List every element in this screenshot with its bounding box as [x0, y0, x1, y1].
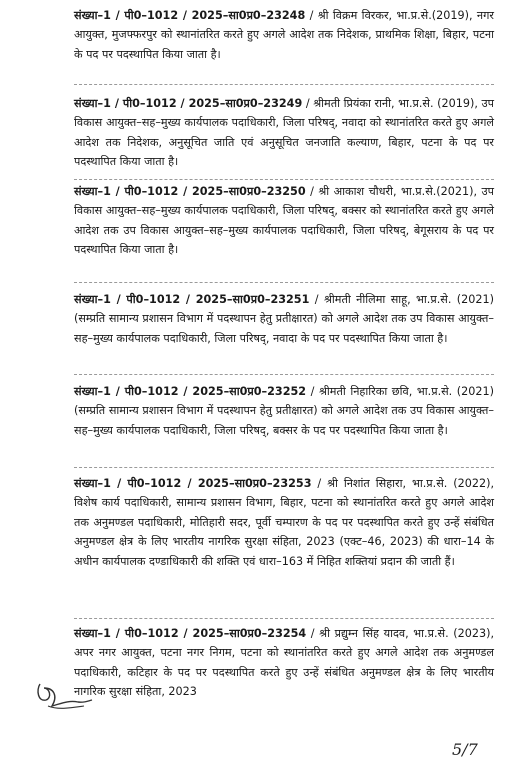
- order-text: / श्रीमती प्रियंका रानी, भा.प्र.से. (2019), उप विकास आयुक्त–सह–मुख्य कार्यपालक पदाधिकारी, जिला परिषद्, नवादा को स्थानांतरित करते हुए अगले आदेश तक निदेशक, अनुसूचित जाति एवं अनुसूचित जनजाति कल्याण, बिहार, पटना के पद पर पदस्थापित किया जाता है।: [74, 97, 494, 169]
- order-text: / श्री प्रद्युम्न सिंह यादव, भा.प्र.से. (2023), अपर नगर आयुक्त, पटना नगर निगम, पटना को स्थानांतरित करते हुए अगले आदेश तक अनुमण्डल पदाधिकारी, कटिहार के पद पर पदस्थापित करते हुए उन्हें संबंधित अनुमण्डल क्षेत्र के लिए भारतीय नागरिक सुरक्षा संहिता, 2023: [74, 627, 494, 699]
- order-text: / श्रीमती निहारिका छवि, भा.प्र.से. (2021) (सम्प्रति सामान्य प्रशासन विभाग में पदस्थापन हेतु प्रतीक्षारत) को अगले आदेश तक उप विकास आयुक्त–सह–मुख्य कार्यपालक पदाधिकारी, जिला परिषद्, बक्सर के पद पर पदस्थापित किया जाता है।: [74, 385, 495, 437]
- order-text: / श्री निशांत सिहारा, भा.प्र.से. (2022), विशेष कार्य पदाधिकारी, सामान्य प्रशासन विभाग, बिहार, पटना को स्थानांतरित करते हुए अगले आदेश तक अनुमण्डल पदाधिकारी, मोतिहारी सदर, पूर्वी चम्पारण के पद पर पदस्थापित करते हुए उन्हें संबंधित अनुमण्डल क्षेत्र के लिए भारतीय नागरिक सुरक्षा संहिता, 2023 (एक्ट–46, 2023) की धारा–14 के अधीन कार्यपालक दण्डाधिकारी की शक्ति एवं धारा–163 में निहित शक्तियां प्रदान की जाती हैं।: [74, 477, 495, 568]
- order-text: / श्रीमती नीलिमा साहू, भा.प्र.से. (2021) (सम्प्रति सामान्य प्रशासन विभाग में पदस्थापन हेतु प्रतीक्षारत) को अगले आदेश तक उप विकास आयुक्त–सह–मुख्य कार्यपालक पदाधिकारी, जिला परिषद्, नवादा के पद पर पदस्थापित किया जाता है।: [74, 293, 494, 345]
- order-text: / श्री आकाश चौधरी, भा.प्र.से.(2021), उप विकास आयुक्त–सह–मुख्य कार्यपालक पदाधिकारी, जिला परिषद्, बक्सर को स्थानांतरित करते हुए अगले आदेश तक उप विकास आयुक्त–सह–मुख्य कार्यपालक पदाधिकारी, जिला परिषद्, बेगूसराय के पद पर पदस्थापित किया जाता है।: [74, 185, 495, 257]
- separator-line: [74, 179, 494, 180]
- order-paragraph-6: [74, 474, 494, 571]
- order-paragraph-1: [74, 6, 494, 64]
- order-paragraph-3: [74, 182, 494, 260]
- separator-line: [74, 618, 494, 619]
- handwritten-signature: [34, 676, 94, 716]
- order-reference: संख्या–1 / पी0–1012 / 2025–सा0प्र0–23251: [74, 293, 310, 306]
- order-reference: संख्या–1 / पी0–1012 / 2025–सा0प्र0–23253: [74, 477, 312, 490]
- order-paragraph-7: [74, 624, 494, 702]
- separator-line: [74, 282, 494, 283]
- order-reference: संख्या–1 / पी0–1012 / 2025–सा0प्र0–23250: [74, 185, 306, 198]
- order-paragraph-4: [74, 290, 494, 348]
- separator-line: [74, 84, 494, 85]
- order-paragraph-5: [74, 382, 494, 440]
- order-reference: संख्या–1 / पी0–1012 / 2025–सा0प्र0–23254: [74, 627, 307, 640]
- order-reference: संख्या–1 / पी0–1012 / 2025–सा0प्र0–23252: [74, 385, 307, 398]
- separator-line: [74, 374, 494, 375]
- order-text: / श्री विक्रम विरकर, भा.प्र.से.(2019), नगर आयुक्त, मुजफ्फरपुर को स्थानांतरित करते हुए अगले आदेश तक निदेशक, प्राथमिक शिक्षा, बिहार, पटना के पद पर पदस्थापित किया जाता है।: [74, 9, 495, 61]
- order-reference: संख्या–1 / पी0–1012 / 2025–सा0प्र0–23248: [74, 9, 306, 22]
- page-number: 5/7: [452, 740, 478, 759]
- separator-line: [74, 467, 494, 468]
- order-paragraph-2: [74, 94, 494, 172]
- order-reference: संख्या–1 / पी0–1012 / 2025–सा0प्र0–23249: [74, 97, 303, 110]
